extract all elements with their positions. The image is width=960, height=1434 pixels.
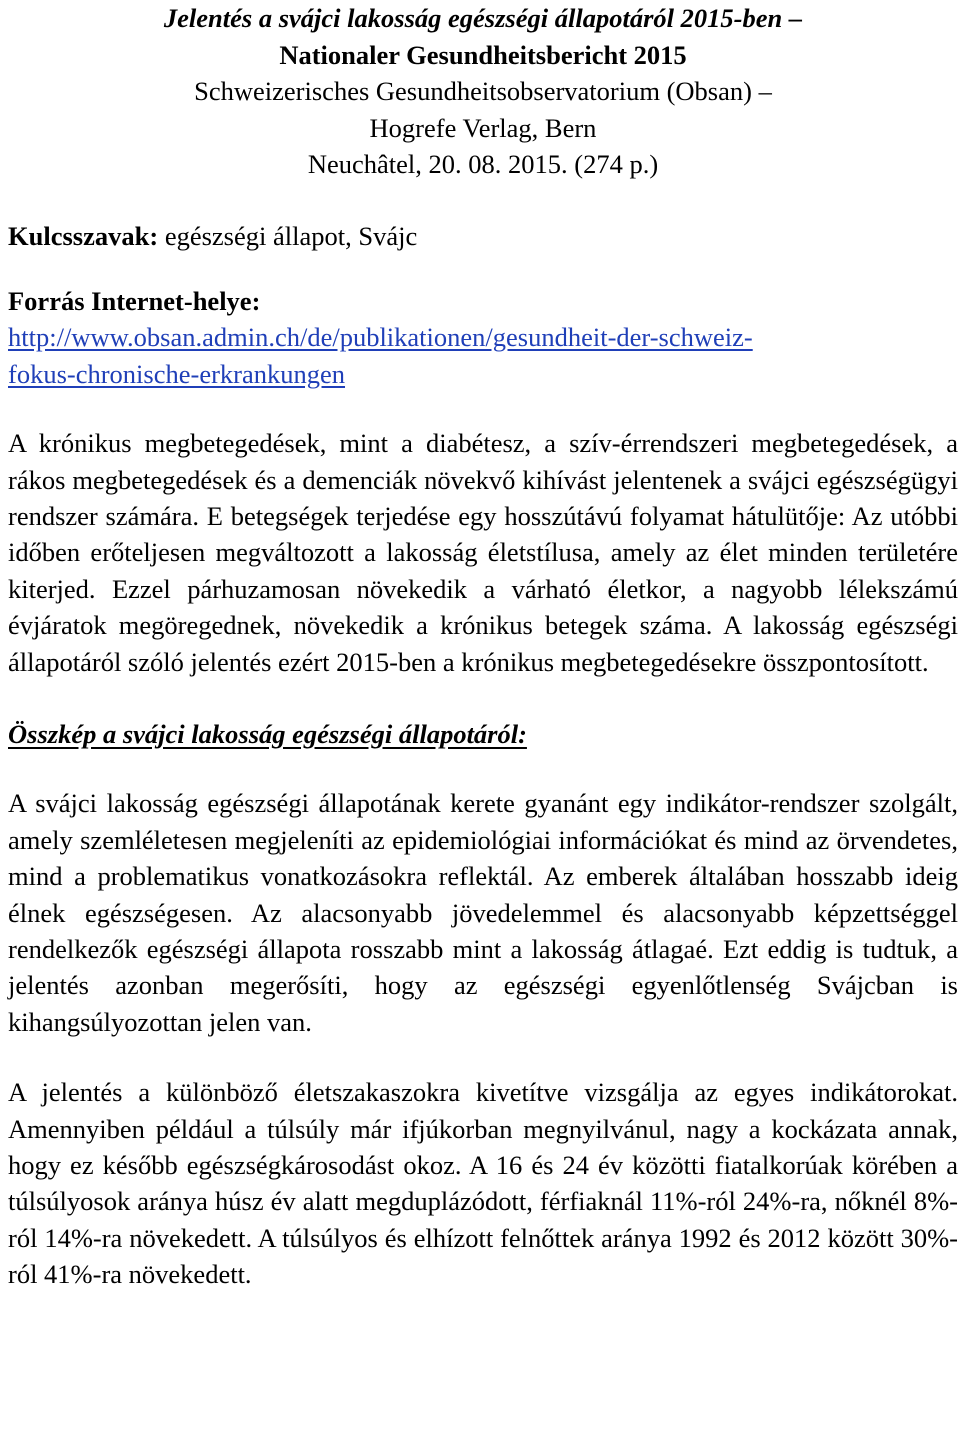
- life-stages-paragraph: A jelentés a különböző életszakaszokra kivetítve vizsgálja az egyes indikátorokat. Amennyiben például a túlsúly már ifjúkorban megnyilvánul, nagy a kockázata annak, hogy ez később egészségkárosodást okoz. A 16 és 24 év közötti fiatalkorúak körében a túlsúlyosok aránya húsz év alatt megduplázódott, férfiaknál 11%-ról 24%-ra, nőknél 8%-ról 14%-ra növekedett. A túlsúlyos és elhízott felnőttek aránya 1992 és 2012 között 30%-ról 41%-ra növekedett.: [8, 1077, 958, 1290]
- overview-paragraph: A svájci lakosság egészségi állapotának kerete gyanánt egy indikátor-rendszer szolgált, amely szemléletesen megjeleníti az epidemiológiai információkat és mind az örvendetes, mind a problematikus vonatkozásokra reflektál. Az emberek általában hosszabb ideig élnek egészségesen. Az alacsonyabb jövedelemmel és alacsonyabb képzettséggel rendelkezők egészségi állapota rosszabb mint a lakosság átlagaé. Ezt eddig is tudtuk, a jelentés azonban megerősíti, hogy az egészségi egyenlőtlenség Svájcban is kihangsúlyozottan jelen van.: [8, 788, 958, 1037]
- source-link-part2: fokus-chronische-erkrankungen: [8, 358, 346, 389]
- press-line: Hogrefe Verlag, Bern: [369, 112, 597, 143]
- publisher-line: Schweizerisches Gesundheitsobservatorium (Obsan) –: [194, 76, 772, 106]
- intro-paragraph: A krónikus megbetegedések, mint a diabétesz, a szív-érrendszeri megbetegedések, a rákos megbetegedések és a demenciák növekvő kihívást jelentenek a svájci egészségügyi rendszer számára. E betegségek terjedése egy hosszútávú folyamat hátulütője: Az utóbbi időben erőteljesen megváltozott a lakosság életstílusa, amely az élet minden területére kiterjed. Ezzel párhuzamosan növekedik a várható életkor, a nagyobb lélekszámú évjáratok megöregednek, növekedik a krónikus betegek száma. A lakosság egészségi állapotáról szóló jelentés ezért 2015-ben a krónikus megbetegedésekre összpontosított.: [8, 428, 958, 677]
- keywords-value: egészségi állapot, Svájc: [158, 220, 418, 251]
- document-subtitle: Nationaler Gesundheitsbericht 2015: [279, 39, 687, 70]
- place-date-line: Neuchâtel, 20. 08. 2015. (274 p.): [307, 149, 659, 179]
- document-title: Jelentés a svájci lakosság egészségi állapotáról 2015-ben –: [163, 3, 803, 33]
- section-heading: Összkép a svájci lakosság egészségi állapotáról:: [8, 718, 527, 749]
- source-label: Forrás Internet-helye:: [8, 285, 261, 316]
- keywords-line: [8, 218, 958, 254]
- document-header: [8, 0, 958, 183]
- keywords-label: Kulcsszavak:: [8, 220, 159, 251]
- document-page: [8, 0, 958, 1293]
- source-link-part1: http://www.obsan.admin.ch/de/publikationen/gesundheit-der-schweiz-: [8, 322, 753, 353]
- source-link[interactable]: [8, 322, 753, 388]
